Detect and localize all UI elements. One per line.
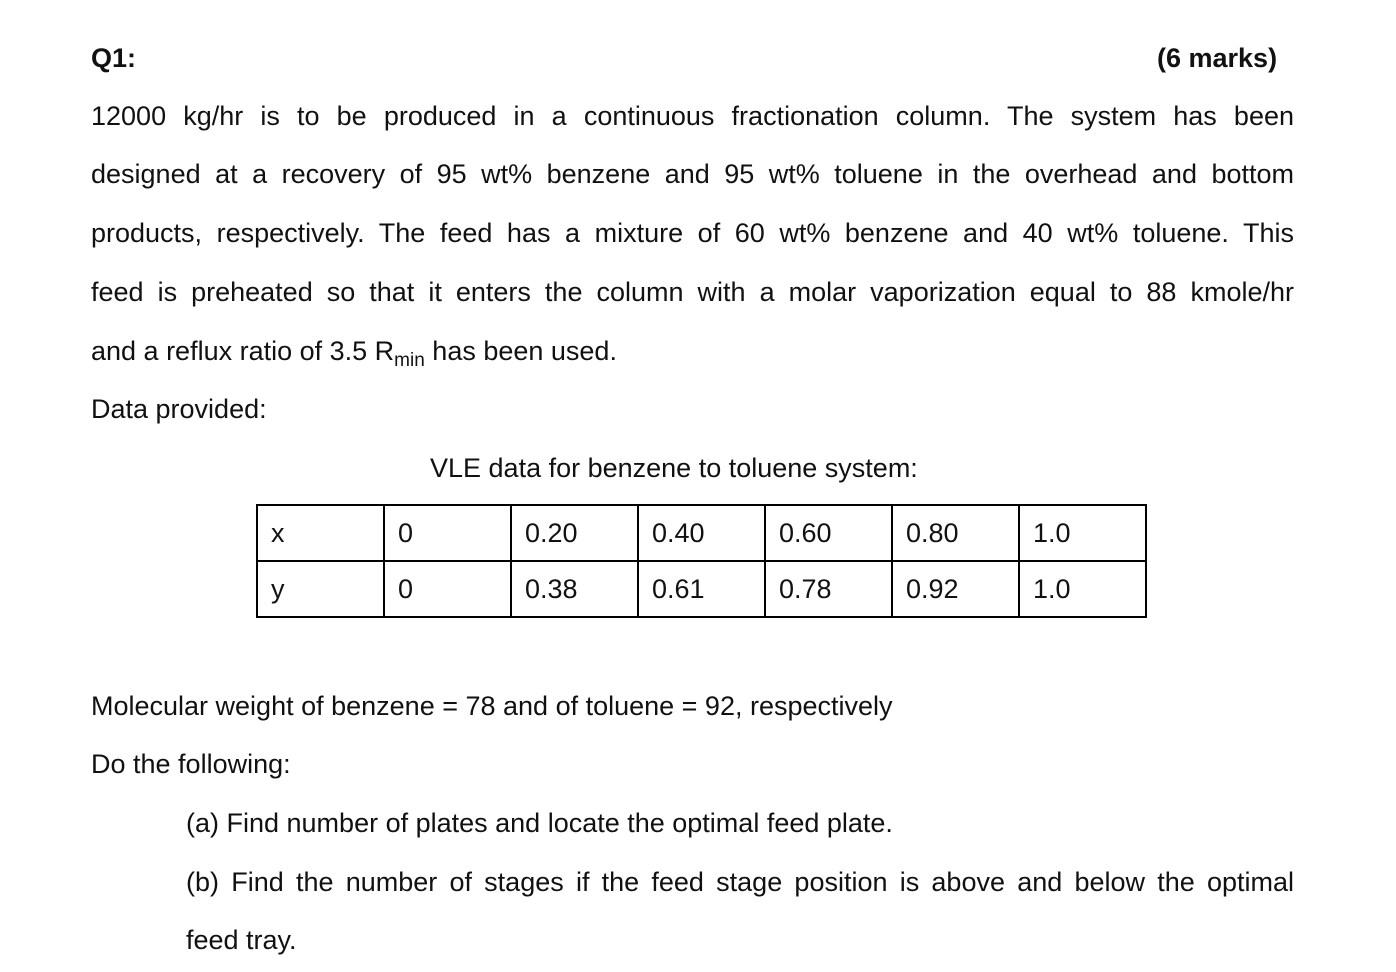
paragraph-line-1: 12000 kg/hr is to be produced in a continuous fractionation column. The system has been	[91, 101, 1294, 131]
row-label-y: y	[257, 561, 384, 617]
table-row-y	[257, 561, 1146, 617]
table-cell: 0.92	[892, 561, 1019, 617]
table-cell: 0	[384, 505, 511, 561]
table-cell: 0	[384, 561, 511, 617]
reflux-subscript: min	[394, 350, 425, 371]
paragraph-line-2: designed at a recovery of 95 wt% benzene and 95 wt% toluene in the overhead and bottom	[91, 159, 1294, 189]
molecular-weight-text: Molecular weight of benzene = 78 and of toluene = 92, respectively	[91, 691, 893, 721]
paragraph-line-3: products, respectively. The feed has a mixture of 60 wt% benzene and 40 wt% toluene. This	[91, 218, 1294, 248]
table-cell: 0.80	[892, 505, 1019, 561]
paragraph-line-5	[91, 334, 1294, 371]
table-cell: 0.20	[511, 505, 638, 561]
table-cell: 0.78	[765, 561, 892, 617]
table-cell: 0.38	[511, 561, 638, 617]
task-b-line-2: feed tray.	[186, 925, 297, 955]
reflux-text-after: has been used.	[424, 336, 617, 366]
table-cell: 0.40	[638, 505, 765, 561]
table-cell: 0.61	[638, 561, 765, 617]
table-cell: 1.0	[1019, 561, 1146, 617]
vle-table	[256, 504, 1147, 618]
vle-table-caption: VLE data for benzene to toluene system:	[430, 453, 918, 483]
row-label-x: x	[257, 505, 384, 561]
data-provided-label: Data provided:	[91, 394, 267, 424]
table-row-x	[257, 505, 1146, 561]
question-label: Q1:	[91, 43, 137, 73]
table-cell: 1.0	[1019, 505, 1146, 561]
table-cell: 0.60	[765, 505, 892, 561]
task-a: (a) Find number of plates and locate the optimal feed plate.	[186, 808, 893, 838]
task-b-line-1: (b) Find the number of stages if the feed stage position is above and below the optimal	[186, 867, 1294, 897]
reflux-text-before: and a reflux ratio of 3.5 R	[91, 336, 395, 366]
do-following-label: Do the following:	[91, 749, 291, 779]
paragraph-line-4: feed is preheated so that it enters the column with a molar vaporization equal to 88 kmole/hr	[91, 277, 1294, 307]
question-marks: (6 marks)	[1157, 43, 1278, 73]
